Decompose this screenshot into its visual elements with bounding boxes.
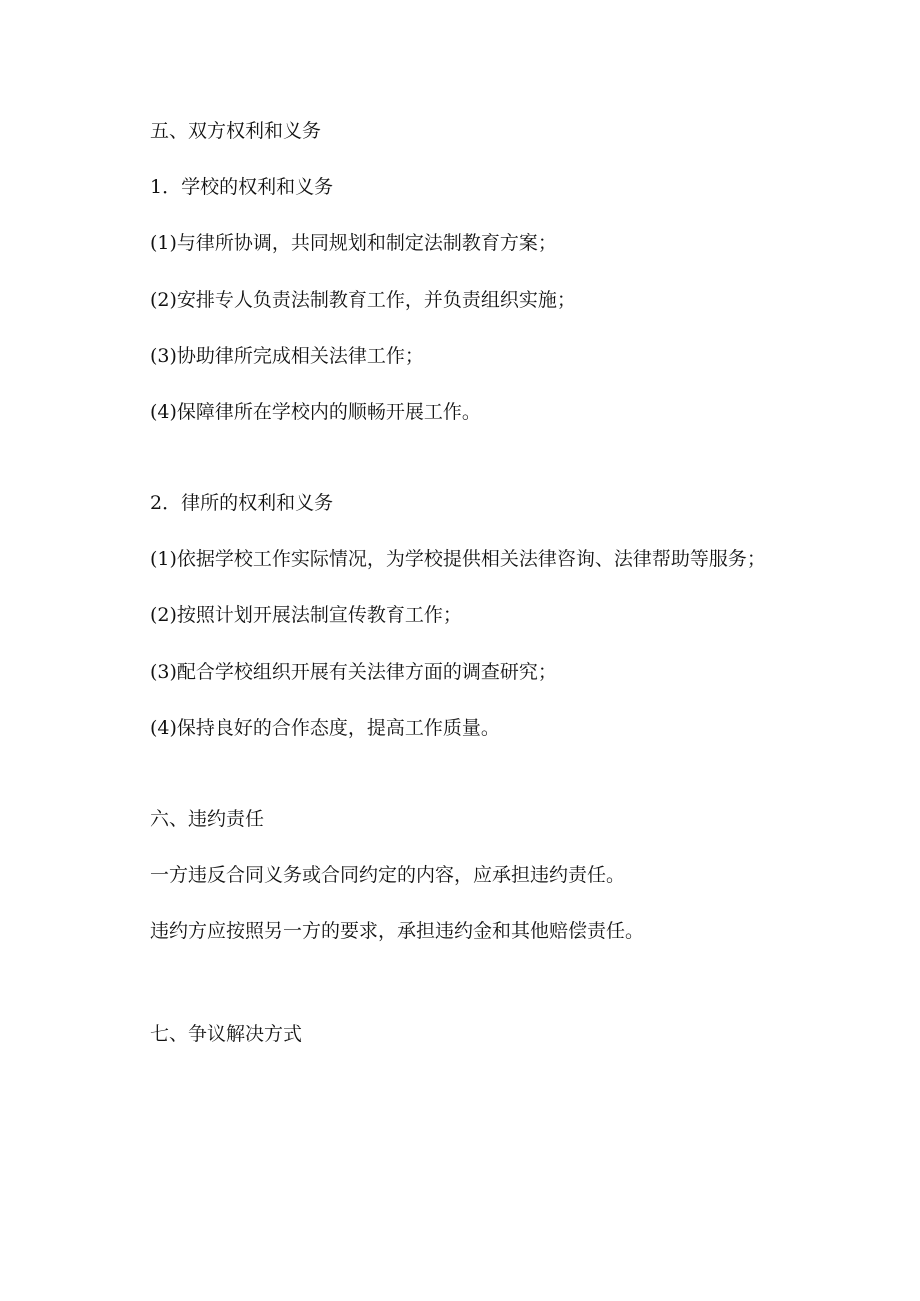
firm-item-2: (2)按照计划开展法制宣传教育工作；: [150, 604, 462, 626]
section-heading-breach-liability: 六、违约责任: [150, 808, 265, 830]
section-heading-rights-obligations: 五、双方权利和义务: [150, 120, 322, 142]
breach-paragraph-2: 违约方应按照另一方的要求，承担违约金和其他赔偿责任。: [150, 920, 645, 942]
school-item-3: (3)协助律所完成相关法律工作；: [150, 345, 424, 367]
firm-item-3: (3)配合学校组织开展有关法律方面的调查研究；: [150, 661, 557, 683]
school-item-2: (2)安排专人负责法制教育工作，并负责组织实施；: [150, 289, 576, 311]
subsection-heading-school: 1．学校的权利和义务: [150, 176, 334, 198]
section-heading-dispute-resolution: 七、争议解决方式: [150, 1023, 303, 1045]
breach-paragraph-1: 一方违反合同义务或合同约定的内容，应承担违约责任。: [150, 864, 626, 886]
subsection-heading-firm: 2．律所的权利和义务: [150, 492, 334, 514]
school-item-4: (4)保障律所在学校内的顺畅开展工作。: [150, 401, 481, 423]
firm-item-1: (1)依据学校工作实际情况，为学校提供相关法律咨询、法律帮助等服务；: [150, 548, 766, 570]
school-item-1: (1)与律所协调，共同规划和制定法制教育方案；: [150, 232, 557, 254]
firm-item-4: (4)保持良好的合作态度，提高工作质量。: [150, 717, 500, 739]
